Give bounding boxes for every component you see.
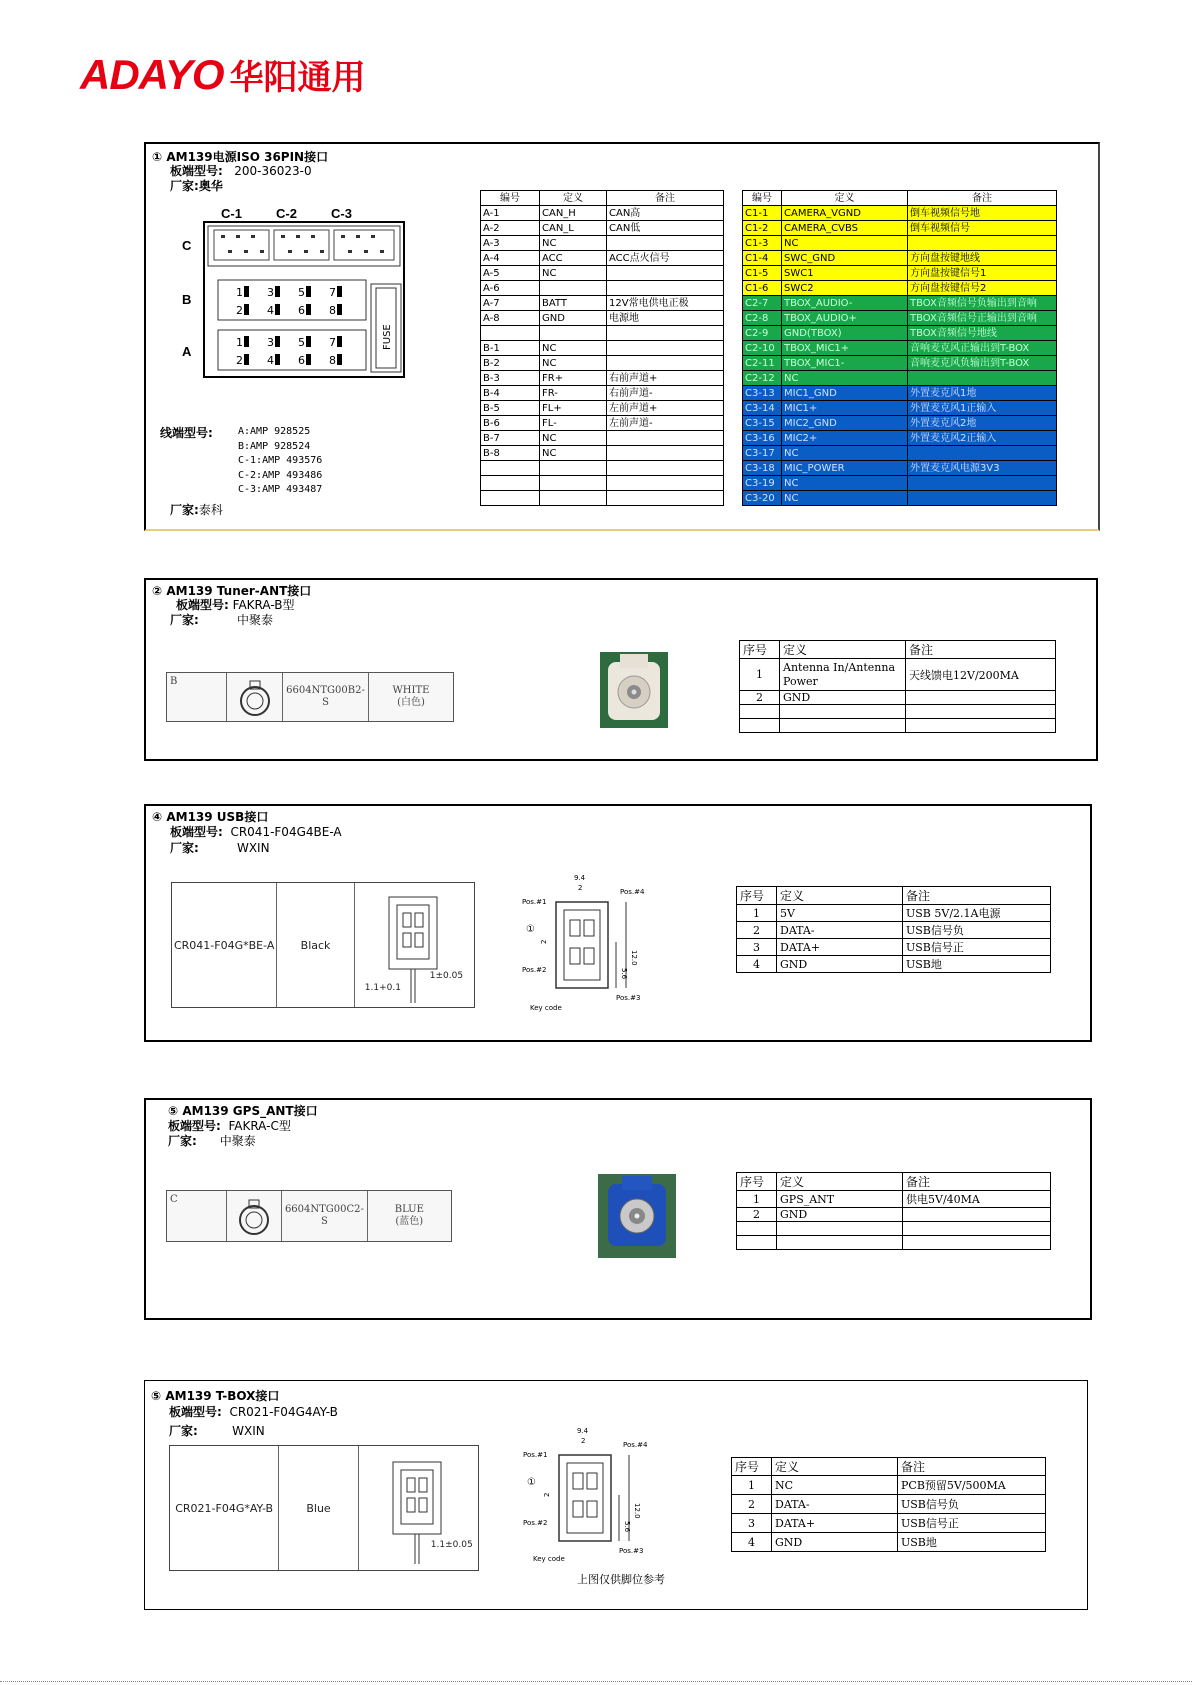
- table-row: C3-16 MIC2+ 外置麦克风2正输入: [743, 431, 1057, 446]
- svg-text:Pos.#2: Pos.#2: [522, 966, 547, 974]
- table-row: A-5 NC: [481, 266, 724, 281]
- tbox-part-box: CR021-F04G*AY-B Blue 1.1±0.05: [169, 1445, 479, 1571]
- board-model: 板端型号: FAKRA-B型: [176, 598, 295, 612]
- table-row: C1-2 CAMERA_CVBS 倒车视频信号: [743, 221, 1057, 236]
- svg-text:Pos.#1: Pos.#1: [523, 1451, 548, 1459]
- tbox-panel: [144, 1380, 1088, 1610]
- table-row: C1-3 NC: [743, 236, 1057, 251]
- fuse-label: FUSE: [382, 324, 393, 350]
- table-row: B-5 FL+ 左前声道+: [481, 401, 724, 416]
- svg-text:1: 1: [236, 286, 243, 299]
- table-row: C3-19 NC: [743, 476, 1057, 491]
- svg-text:Pos.#3: Pos.#3: [616, 994, 641, 1002]
- table-row: C2-7 TBOX_AUDIO- TBOX音频信号负输出到音响: [743, 296, 1057, 311]
- fakra-c-strip: C 6604NTG00C2-S BLUE (蓝色): [166, 1190, 452, 1242]
- table-row: C2-10 TBOX_MIC1+ 音响麦克风正输出到T-BOX: [743, 341, 1057, 356]
- table-row: A-2 CAN_L CAN低: [481, 221, 724, 236]
- table-row: B-3 FR+ 右前声道+: [481, 371, 724, 386]
- table-row: B-6 FL- 左前声道-: [481, 416, 724, 431]
- svg-text:7: 7: [329, 336, 336, 349]
- wire-model-list: A:AMP 928525 B:AMP 928524 C-1:AMP 493576 C-2:AMP 493486 C-3:AMP 493487: [238, 426, 323, 496]
- wire-maker: 厂家:泰科: [170, 503, 223, 517]
- row-a-label: A: [182, 344, 192, 359]
- iso-connector-drawing: [166, 204, 406, 379]
- table-row: C2-11 TBOX_MIC1- 音响麦克风负输出到T-BOX: [743, 356, 1057, 371]
- row-c-label: C: [182, 238, 192, 253]
- table-row: C3-20 NC: [743, 491, 1057, 506]
- board-model: 板端型号: CR041-F04G4BE-A: [170, 825, 342, 839]
- svg-text:Pos.#4: Pos.#4: [620, 888, 645, 896]
- c2-label: C-2: [276, 206, 297, 221]
- svg-text:3: 3: [267, 336, 274, 349]
- svg-text:Pos.#1: Pos.#1: [522, 898, 547, 906]
- board-model: 板端型号: CR021-F04G4AY-B: [169, 1405, 338, 1419]
- table-row: A-7 BATT 12V常电供电正极: [481, 296, 724, 311]
- table-row: B-4 FR- 右前声道-: [481, 386, 724, 401]
- tbox-pin-table: 序号 定义 备注 1 NC PCB预留5V/500MA 2 DATA- USB信号负 3 DATA+ USB信号正 4 GND USB地: [731, 1457, 1046, 1552]
- svg-text:2: 2: [540, 939, 548, 944]
- table-row: [481, 476, 724, 491]
- gps-pin-table: 序号 定义 备注 1 GPS_ANT 供电5V/40MA 2 GND: [736, 1172, 1051, 1250]
- usb-pin-table: 序号 定义 备注 1 5V USB 5V/2.1A电源 2 DATA- USB信号负 3 DATA+ USB信号正 4 GND USB地: [736, 886, 1051, 973]
- table-row: C2-12 NC: [743, 371, 1057, 386]
- svg-text:8: 8: [329, 304, 336, 317]
- svg-text:2: 2: [543, 1492, 551, 1497]
- svg-text:8: 8: [329, 354, 336, 367]
- svg-text:①: ①: [526, 924, 535, 935]
- tbox-housing-drawing: 1.1±0.05: [359, 1446, 478, 1570]
- table-row: C2-9 GND(TBOX) TBOX音频信号地线: [743, 326, 1057, 341]
- board-model: 板端型号: FAKRA-C型: [168, 1119, 291, 1133]
- table-row: A-1 CAN_H CAN高: [481, 206, 724, 221]
- table-row: C1-4 SWC_GND 方向盘按键地线: [743, 251, 1057, 266]
- panel-title: ① AM139电源ISO 36PIN接口: [152, 150, 329, 164]
- svg-text:4: 4: [267, 354, 274, 367]
- usb-housing-drawing: 1.1+0.1 1±0.05: [355, 883, 474, 1007]
- table-row: C1-5 SWC1 方向盘按键信号1: [743, 266, 1057, 281]
- fakra-white-photo: [600, 652, 668, 728]
- maker: 厂家: WXIN: [170, 841, 270, 855]
- panel-title: ⑤ AM139 T-BOX接口: [151, 1389, 280, 1403]
- svg-text:5.6: 5.6: [623, 1521, 631, 1533]
- iso-pin-table-c: 编号 定义 备注 C1-1 CAMERA_VGND 倒车视频信号地 C1-2 CAMERA_CVBS 倒车视频信号 C1-3 NC C1-4 SWC_GND 方向盘按键地线 C1-5 SWC1 方向盘按键信号1 C1-6 SWC2 方向盘按键信号2 C2-7 TBOX_AUDIO- TBOX音频信号负输出到音响 C2-8 TBOX_AUDIO+ TBOX音频信号正输出到音响 C2-9 GND(TBOX) TBOX音频信号地线 C2-10 TBOX_MIC1+ 音响麦克风正输出到T-BOX C2-11 TBOX_MIC1- 音响麦克风负输出到T-BOX C2-12 NC C3-13 MIC1_GND 外置麦克风1地 C3-14 MIC1+ 外置麦克风1正输入 C3-15 MIC2_GND 外置麦克风2地 C3-16 MIC2+ 外置麦克风2正输入 C3-17 NC C3-18 MIC_POWER 外置麦克风电源3V3 C3-19 NC C3-20 NC: [742, 190, 1057, 506]
- page-bottom-rule: [0, 1681, 1192, 1683]
- table-row: [481, 326, 724, 341]
- table-row: C3-15 MIC2_GND 外置麦克风2地: [743, 416, 1057, 431]
- iso-pin-table-a-b: 编号 定义 备注 A-1 CAN_H CAN高 A-2 CAN_L CAN低 A-3 NC A-4 ACC ACC点火信号 A-5 NC A-6 A-7 BATT 12V常电供电正极 A-8 GND 电源地 B-1 NC B-2 NC B-3 FR+ 右前声道+ B-4 FR- 右前声道- B-5 FL+ 左前声道+ B-6 FL- 左前声道- B-7 NC B-8 NC: [480, 190, 724, 506]
- table-row: A-6: [481, 281, 724, 296]
- panel-title: ⑤ AM139 GPS_ANT接口: [168, 1104, 318, 1118]
- tuner-pin-table: 序号 定义 备注 1 Antenna In/Antenna Power 天线馈电12V/200MA 2 GND: [739, 640, 1056, 733]
- tbox-pinout-drawing: [517, 1425, 667, 1563]
- table-row: [481, 491, 724, 506]
- tuner-ant-panel: [144, 578, 1098, 761]
- logo-en: ADAYO: [80, 50, 224, 98]
- logo-cn: 华阳通用: [229, 58, 366, 98]
- svg-text:9.4: 9.4: [574, 874, 586, 882]
- table-row: C1-6 SWC2 方向盘按键信号2: [743, 281, 1057, 296]
- svg-text:Key code: Key code: [533, 1555, 565, 1563]
- maker: 厂家: WXIN: [169, 1424, 265, 1438]
- table-row: B-8 NC: [481, 446, 724, 461]
- svg-text:Key code: Key code: [530, 1004, 562, 1012]
- table-row: [481, 461, 724, 476]
- usb-part-box: CR041-F04G*BE-A Black 1.1+0.1 1±0.05: [171, 882, 475, 1008]
- panel-title: ④ AM139 USB接口: [152, 810, 269, 824]
- usb-panel: [144, 804, 1092, 1042]
- svg-text:3: 3: [267, 286, 274, 299]
- table-row: B-1 NC: [481, 341, 724, 356]
- fakra-blue-photo: [598, 1174, 676, 1258]
- maker: 厂家:奥华: [170, 179, 223, 193]
- svg-text:6: 6: [298, 304, 305, 317]
- table-row: C3-13 MIC1_GND 外置麦克风1地: [743, 386, 1057, 401]
- svg-text:2: 2: [236, 304, 243, 317]
- svg-text:5: 5: [298, 336, 305, 349]
- svg-text:9.4: 9.4: [577, 1427, 589, 1435]
- gps-ant-panel: [144, 1098, 1092, 1320]
- c3-label: C-3: [331, 206, 352, 221]
- svg-text:7: 7: [329, 286, 336, 299]
- svg-text:2: 2: [236, 354, 243, 367]
- table-row: C3-17 NC: [743, 446, 1057, 461]
- svg-text:Pos.#4: Pos.#4: [623, 1441, 648, 1449]
- table-row: C3-18 MIC_POWER 外置麦克风电源3V3: [743, 461, 1057, 476]
- fakra-connector-icon: [227, 673, 283, 721]
- svg-text:12.0: 12.0: [630, 950, 638, 966]
- fakra-b-strip: B 6604NTG00B2-S WHITE (白色): [166, 672, 454, 722]
- wire-model-label: 线端型号:: [160, 426, 213, 440]
- table-row: A-8 GND 电源地: [481, 311, 724, 326]
- svg-text:1: 1: [236, 336, 243, 349]
- table-row: C1-1 CAMERA_VGND 倒车视频信号地: [743, 206, 1057, 221]
- company-logo: [80, 52, 366, 97]
- svg-text:12.0: 12.0: [633, 1503, 641, 1519]
- svg-text:2: 2: [578, 884, 583, 892]
- pinout-caption: 上图仅供脚位参考: [577, 1573, 665, 1586]
- svg-text:2: 2: [581, 1437, 586, 1445]
- iso-connector-panel: [144, 142, 1100, 531]
- svg-text:Pos.#3: Pos.#3: [619, 1547, 644, 1555]
- row-b-label: B: [182, 292, 192, 307]
- svg-text:Pos.#2: Pos.#2: [523, 1519, 548, 1527]
- svg-text:①: ①: [527, 1477, 536, 1488]
- panel-title: ② AM139 Tuner-ANT接口: [152, 584, 312, 598]
- maker: 厂家: 中聚泰: [170, 613, 273, 627]
- svg-text:5: 5: [298, 286, 305, 299]
- board-model: 板端型号: 200-36023-0: [170, 164, 312, 178]
- maker: 厂家: 中聚泰: [168, 1134, 256, 1148]
- c1-label: C-1: [221, 206, 242, 221]
- svg-text:4: 4: [267, 304, 274, 317]
- table-row: B-7 NC: [481, 431, 724, 446]
- svg-text:5.6: 5.6: [620, 968, 628, 980]
- usb-pinout-drawing: [516, 872, 666, 1012]
- table-row: B-2 NC: [481, 356, 724, 371]
- table-row: C2-8 TBOX_AUDIO+ TBOX音频信号正输出到音响: [743, 311, 1057, 326]
- svg-text:6: 6: [298, 354, 305, 367]
- table-row: A-3 NC: [481, 236, 724, 251]
- fakra-connector-icon: [227, 1191, 283, 1241]
- table-row: C3-14 MIC1+ 外置麦克风1正输入: [743, 401, 1057, 416]
- table-row: A-4 ACC ACC点火信号: [481, 251, 724, 266]
